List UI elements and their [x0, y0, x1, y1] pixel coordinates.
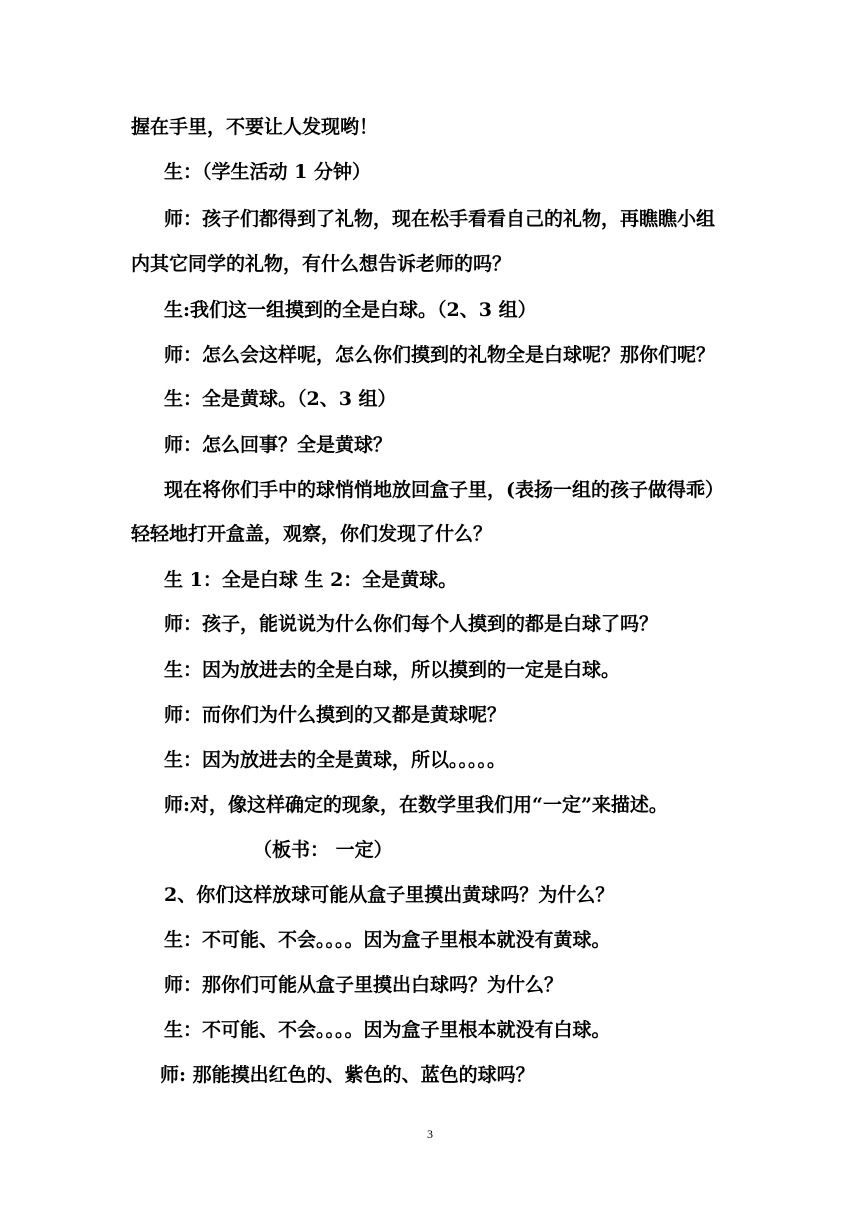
text-line-22: 师: 那能摸出红色的、紫色的、蓝色的球吗？ — [160, 1064, 535, 1086]
text-line-1: 握在手里，不要让人发现哟！ — [131, 116, 379, 138]
text-line-9: 现在将你们手中的球悄悄地放回盒子里，(表扬一组的孩子做得乖） — [164, 479, 724, 501]
text-line-8: 师：怎么回事？全是黄球？ — [164, 434, 393, 456]
text-line-14: 师：而你们为什么摸到的又都是黄球呢？ — [164, 704, 507, 726]
text-line-18: 2、你们这样放球可能从盒子里摸出黄球吗？为什么？ — [164, 884, 615, 906]
text-line-10: 轻轻地打开盒盖，观察，你们发现了什么？ — [131, 523, 493, 545]
text-line-16: 师:对，像这样确定的现象，在数学里我们用“一定”来描述。 — [164, 794, 668, 816]
text-line-20: 师：那你们可能从盒子里摸出白球吗？为什么？ — [164, 974, 564, 996]
text-line-12: 师：孩子，能说说为什么你们每个人摸到的都是白球了吗？ — [164, 613, 659, 635]
text-line-4: 内其它同学的礼物，有什么想告诉老师的吗？ — [131, 253, 512, 275]
text-line-17: （板书： 一定） — [253, 839, 393, 861]
text-line-7: 生：全是黄球。（2、3 组） — [164, 388, 397, 410]
text-line-5: 生:我们这一组摸到的全是白球。（2、3 组） — [164, 299, 537, 321]
text-line-6: 师：怎么会这样呢，怎么你们摸到的礼物全是白球呢？那你们呢？ — [164, 344, 716, 366]
text-line-15: 生：因为放进去的全是黄球，所以。。。。。 — [164, 749, 507, 771]
page-number: 3 — [427, 1127, 433, 1141]
text-line-2: 生：（学生活动 1 分钟） — [164, 161, 371, 183]
text-line-21: 生：不可能、不会。。。。因为盒子里根本就没有白球。 — [164, 1019, 611, 1041]
text-line-11: 生 1：全是白球 生 2：全是黄球。 — [164, 569, 458, 591]
text-line-3: 师：孩子们都得到了礼物，现在松手看看自己的礼物，再瞧瞧小组 — [164, 208, 716, 230]
text-line-19: 生：不可能、不会。。。。因为盒子里根本就没有黄球。 — [164, 929, 611, 951]
text-line-13: 生：因为放进去的全是白球，所以摸到的一定是白球。 — [164, 659, 621, 681]
